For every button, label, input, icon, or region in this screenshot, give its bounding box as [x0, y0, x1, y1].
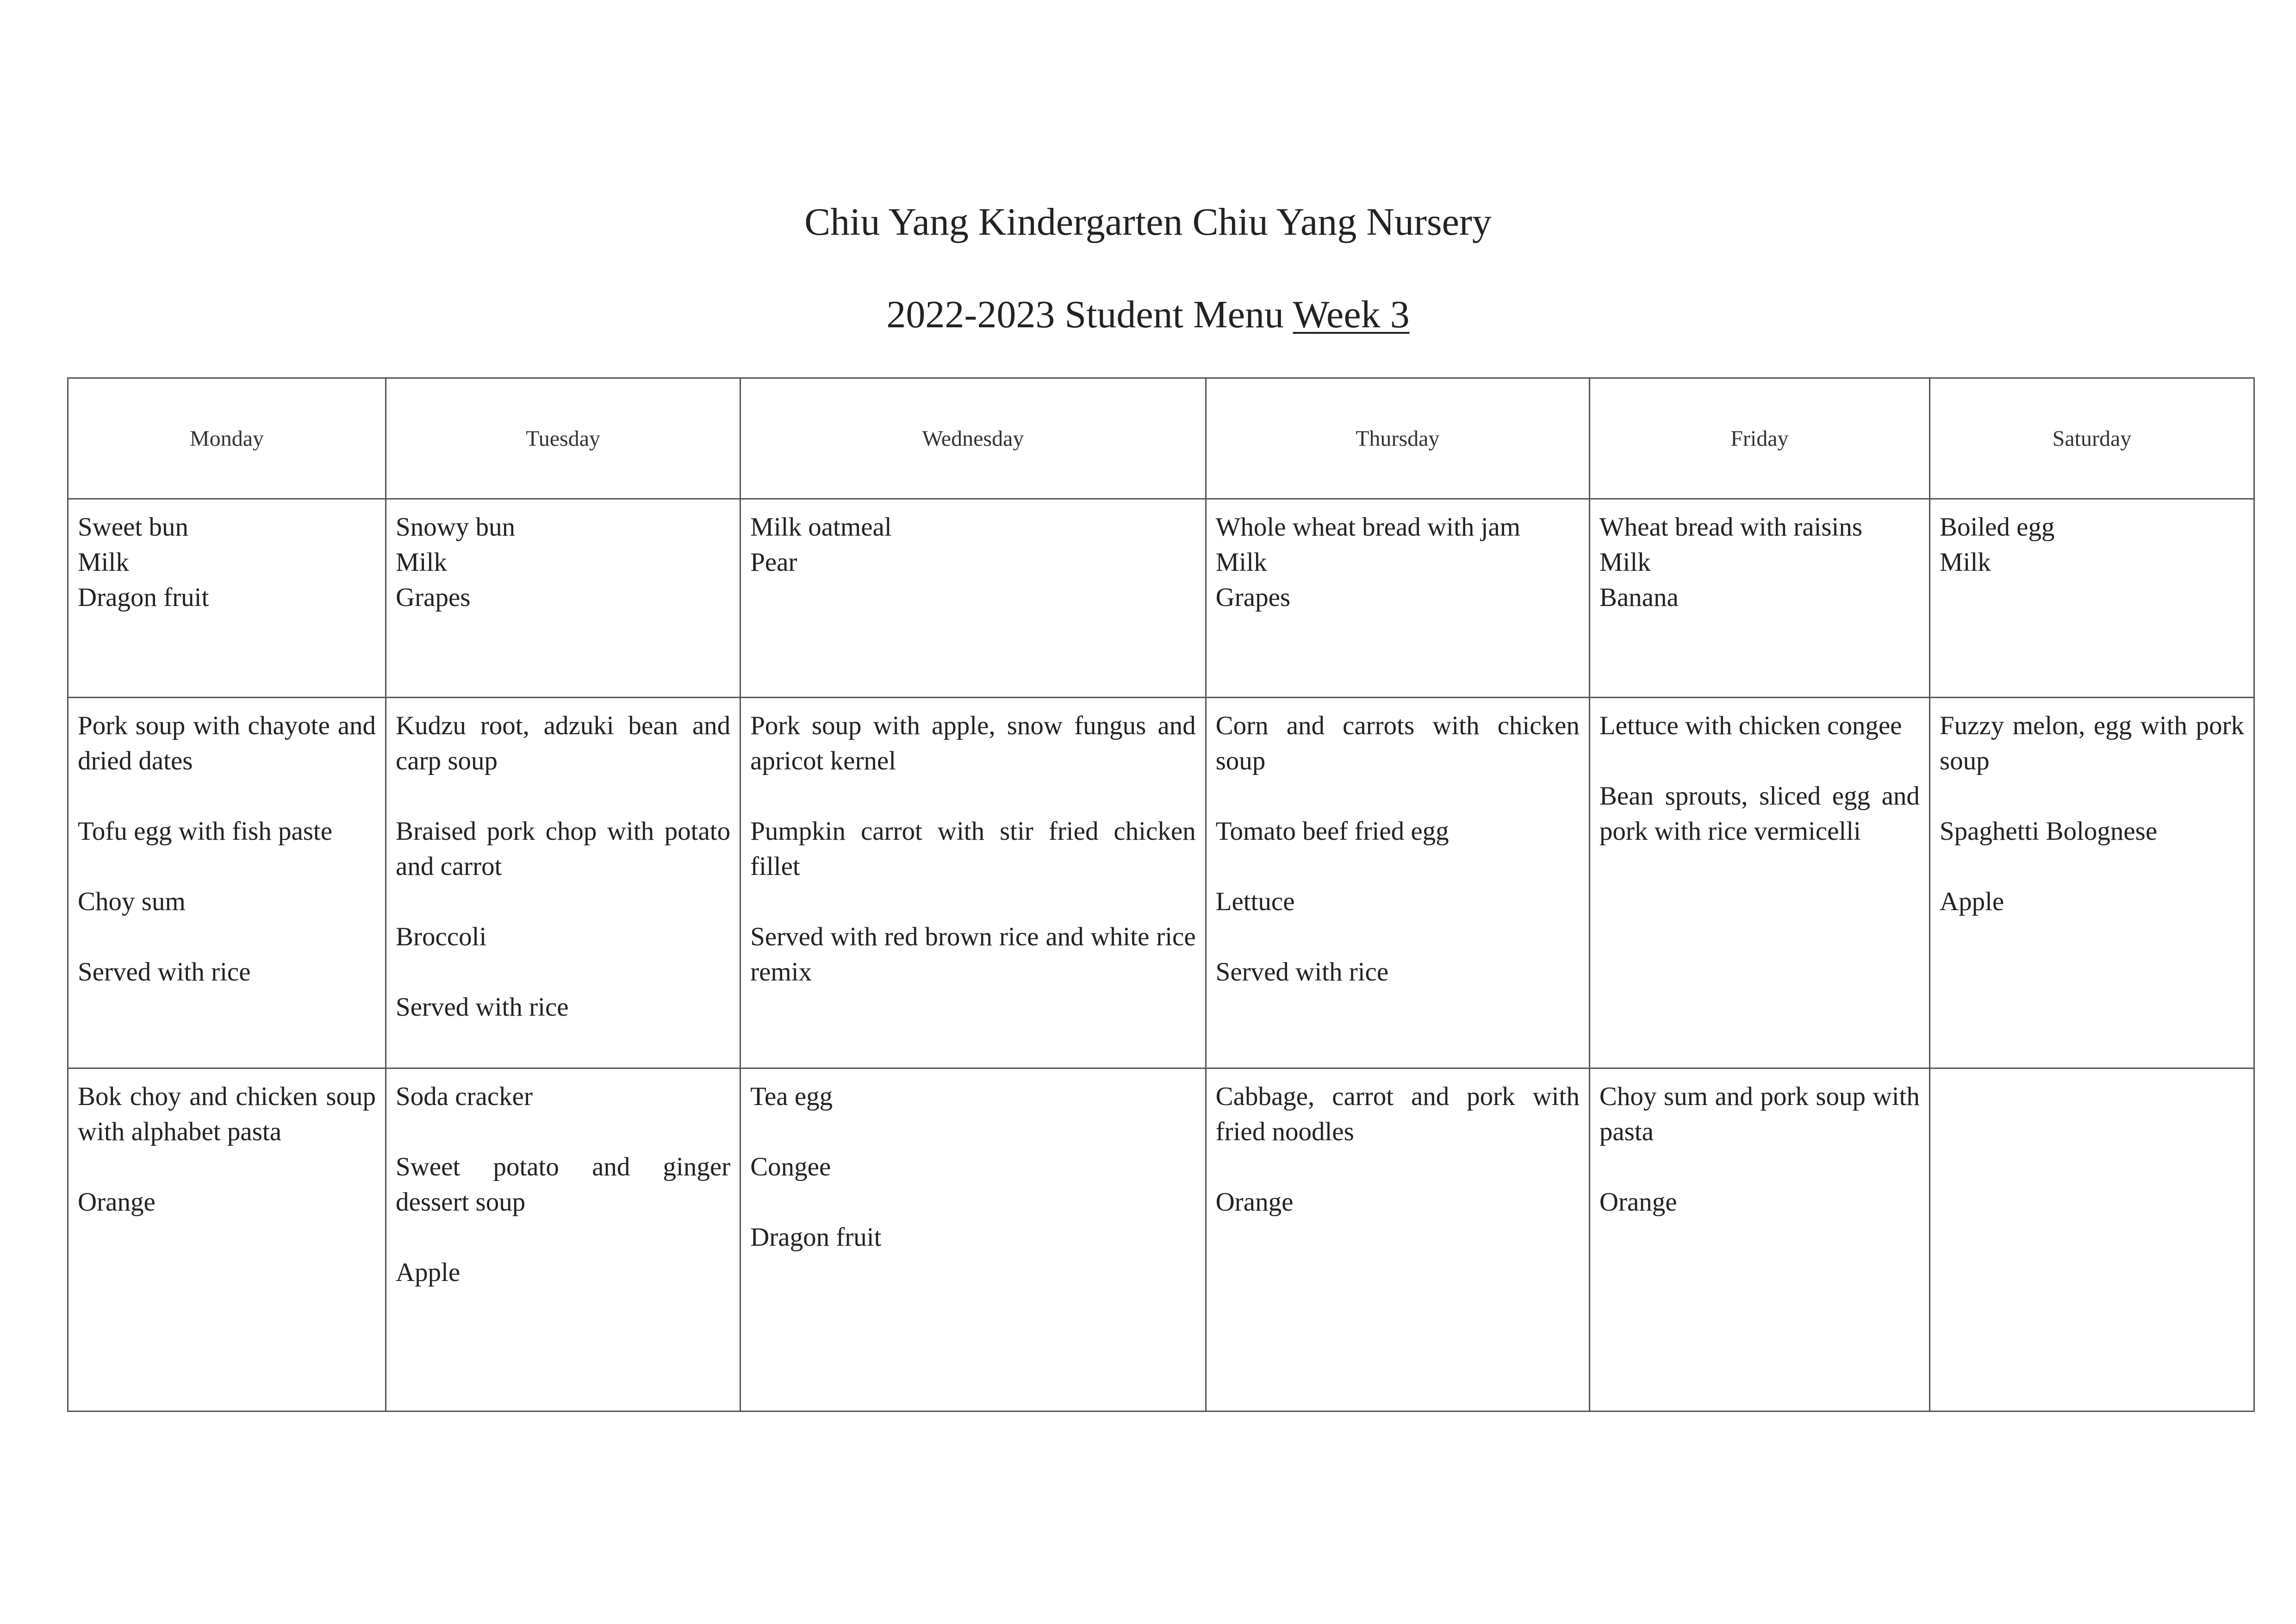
menu-item: Bok choy and chicken soup with alphabet pasta — [78, 1082, 376, 1146]
menu-item: Pear — [750, 548, 797, 577]
menu-cell-lunch-wednesday — [740, 698, 1206, 1068]
day-header-saturday: Saturday — [1929, 378, 2254, 499]
day-header-tuesday: Tuesday — [386, 378, 740, 499]
day-header-thursday: Thursday — [1206, 378, 1589, 499]
menu-item: Congee — [750, 1152, 831, 1181]
menu-item: Served with rice — [78, 957, 251, 987]
menu-item: Milk — [78, 548, 129, 577]
menu-item: Choy sum and pork soup with pasta — [1599, 1082, 1920, 1146]
day-header-wednesday: Wednesday — [740, 378, 1206, 499]
menu-item: Grapes — [396, 583, 471, 612]
menu-cell-lunch-thursday — [1206, 698, 1589, 1068]
school-title: Chiu Yang Kindergarten Chiu Yang Nursery — [804, 200, 1492, 244]
day-header-friday: Friday — [1589, 378, 1929, 499]
menu-item: Soda cracker — [396, 1082, 533, 1111]
menu-item: Spaghetti Bolognese — [1939, 817, 2158, 846]
menu-cell-breakfast-wednesday — [740, 499, 1206, 698]
menu-cell-snack-friday — [1589, 1068, 1929, 1412]
menu-item: Lettuce with chicken congee — [1599, 711, 1902, 740]
menu-item: Corn and carrots with chicken soup — [1215, 711, 1580, 775]
menu-item: Served with red brown rice and white rice remix — [750, 922, 1196, 987]
menu-cell-breakfast-tuesday — [386, 499, 740, 698]
menu-item: Wheat bread with raisins — [1599, 512, 1863, 542]
menu-item: Milk — [1215, 548, 1267, 577]
menu-item: Tea egg — [750, 1082, 833, 1111]
menu-cell-breakfast-saturday — [1929, 499, 2254, 698]
menu-cell-snack-thursday — [1206, 1068, 1589, 1412]
menu-item: Pumpkin carrot with stir fried chicken fillet — [750, 817, 1196, 881]
menu-item: Sweet bun — [78, 512, 189, 542]
menu-item: Tofu egg with fish paste — [78, 817, 333, 846]
menu-item: Braised pork chop with potato and carrot — [396, 817, 731, 881]
menu-item: Dragon fruit — [78, 583, 209, 612]
menu-item: Apple — [1939, 887, 2004, 916]
menu-cell-lunch-saturday — [1929, 698, 2254, 1068]
menu-item: Milk — [1599, 548, 1651, 577]
day-header-row — [68, 378, 2254, 499]
menu-item: Served with rice — [396, 993, 569, 1022]
menu-item: Served with rice — [1215, 957, 1389, 987]
menu-cell-snack-tuesday — [386, 1068, 740, 1412]
menu-item: Kudzu root, adzuki bean and carp soup — [396, 711, 731, 775]
menu-item: Boiled egg — [1939, 512, 2055, 542]
menu-cell-snack-wednesday — [740, 1068, 1206, 1412]
menu-row-lunch — [68, 698, 2254, 1068]
menu-item: Orange — [1599, 1187, 1677, 1217]
menu-item: Fuzzy melon, egg with pork soup — [1939, 711, 2244, 775]
menu-item: Banana — [1599, 583, 1679, 612]
menu-item: Broccoli — [396, 922, 487, 951]
menu-item: Orange — [78, 1187, 156, 1217]
menu-row-snack — [68, 1068, 2254, 1412]
day-header-monday: Monday — [68, 378, 386, 499]
menu-item: Cabbage, carrot and pork with fried noodles — [1215, 1082, 1580, 1146]
menu-item: Pork soup with apple, snow fungus and apricot kernel — [750, 711, 1196, 775]
menu-cell-snack-saturday — [1929, 1068, 2254, 1412]
menu-cell-snack-monday — [68, 1068, 386, 1412]
menu-cell-breakfast-monday — [68, 499, 386, 698]
menu-subtitle — [0, 292, 2296, 338]
menu-cell-lunch-tuesday — [386, 698, 740, 1068]
menu-item: Dragon fruit — [750, 1223, 882, 1252]
menu-item: Milk oatmeal — [750, 512, 892, 542]
menu-item: Choy sum — [78, 887, 186, 916]
menu-cell-breakfast-thursday — [1206, 499, 1589, 698]
menu-item: Pork soup with chayote and dried dates — [78, 711, 376, 775]
menu-item: Snowy bun — [396, 512, 516, 542]
menu-item: Milk — [1939, 548, 1991, 577]
menu-row-breakfast — [68, 499, 2254, 698]
menu-item: Milk — [396, 548, 447, 577]
menu-item: Tomato beef fried egg — [1215, 817, 1449, 846]
menu-item: Whole wheat bread with jam — [1215, 512, 1521, 542]
week-label: Week 3 — [1293, 293, 1410, 336]
menu-item: Orange — [1215, 1187, 1294, 1217]
menu-item: Lettuce — [1215, 887, 1295, 916]
menu-cell-lunch-monday — [68, 698, 386, 1068]
menu-item: Sweet potato and ginger dessert soup — [396, 1152, 731, 1217]
weekly-menu-table — [67, 377, 2255, 1412]
menu-cell-breakfast-friday — [1589, 499, 1929, 698]
menu-item: Grapes — [1215, 583, 1291, 612]
menu-item: Apple — [396, 1258, 460, 1287]
menu-year-label: 2022-2023 Student Menu — [886, 293, 1293, 336]
menu-item: Bean sprouts, sliced egg and pork with rice vermicelli — [1599, 781, 1920, 846]
menu-cell-lunch-friday — [1589, 698, 1929, 1068]
